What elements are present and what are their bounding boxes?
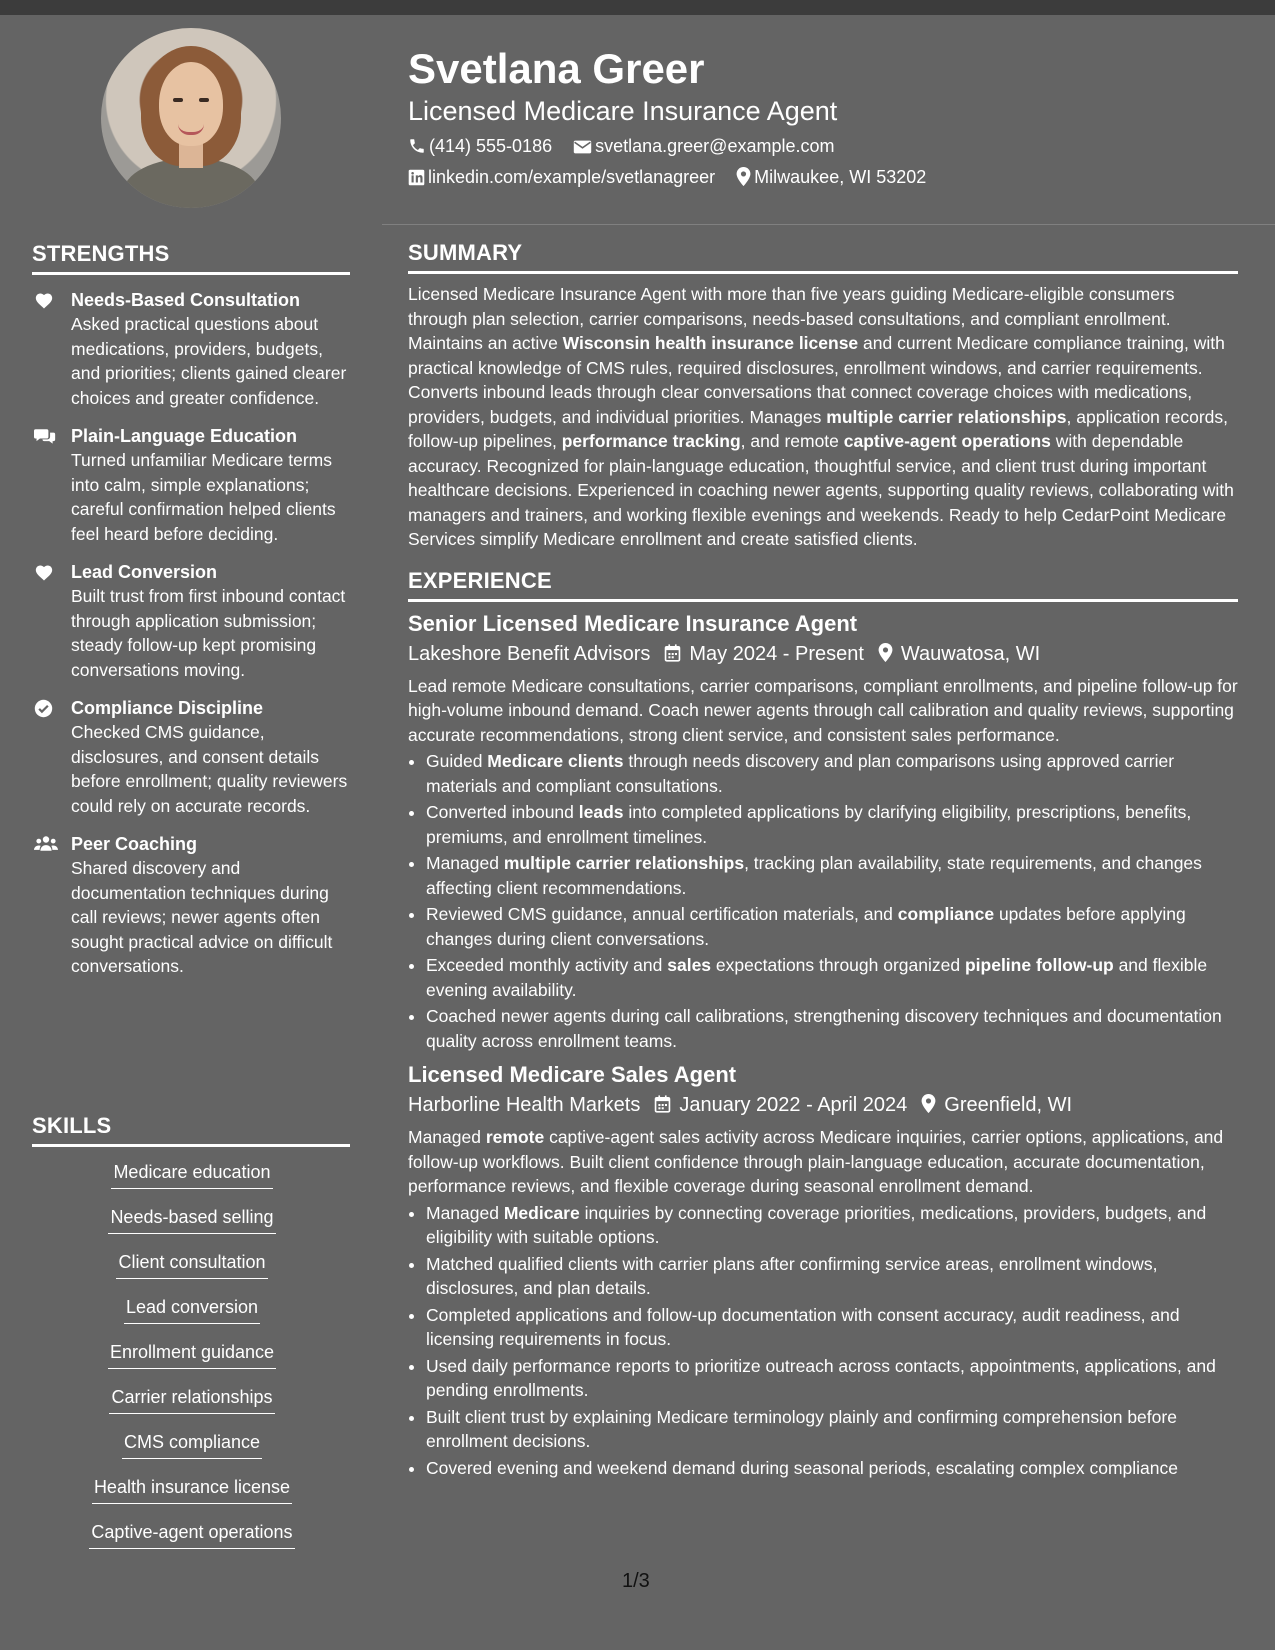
strength-item [32,696,352,818]
text-run: , and remote [740,431,844,451]
text-run: into completed applications by clarifying eligibility, prescriptions, benefits, premiums, and enrollment timelines. [426,802,1192,847]
strength-item [32,424,352,546]
strengths-heading: STRENGTHS [32,241,350,275]
top-bar [0,0,1275,15]
strength-description: Asked practical questions about medications, providers, budgets, and priorities; clients gained clearer choices and greater confidence. [71,314,347,408]
text-run: Coached newer agents during call calibrations, strengthening discovery techniques and documentation quality across enrollment teams. [426,1006,1222,1051]
skill-tag: Medicare education [111,1160,272,1189]
strength-title: Peer Coaching [71,834,198,854]
strength-item [32,288,352,410]
email-text: svetlana.greer@example.com [595,136,835,156]
linkedin-icon [408,169,425,186]
summary-heading: SUMMARY [408,240,1238,274]
text-run: Exceeded monthly activity and [426,955,668,975]
envelope-icon [573,139,592,155]
text-run: Reviewed CMS guidance, annual certification materials, and [426,904,898,924]
job-meta [408,1091,1238,1119]
bullet-item [426,1354,1238,1403]
strength-title: Plain-Language Education [71,426,298,446]
job-dates: January 2022 - April 2024 [679,1094,908,1116]
contact-row-2 [408,165,942,189]
bold-text: multiple carrier relationships [826,406,1067,427]
skill-tag: Client consultation [116,1250,267,1279]
main-column [408,240,1238,1482]
text-run: Lead remote Medicare consultations, carrier comparisons, compliant enrollments, and pipeline follow-up for high-volume inbound demand. Coach newer agents through call calibration and quality reviews, supporting accurate recommendations, strong client service, and consistent sales performance. [408,675,1238,745]
job-bullets [408,749,1238,1053]
company-name: Lakeshore Benefit Advisors [408,642,651,665]
job-location: Wauwatosa, WI [900,642,1041,665]
location-contact [736,165,926,189]
bold-text: multiple carrier relationships [503,853,745,873]
chat-bubbles-icon [34,427,52,445]
job-dates: May 2024 - Present [689,642,864,665]
location-text: Milwaukee, WI 53202 [754,167,927,187]
calendar-icon [640,1094,679,1116]
phone-text: (414) 555-0186 [429,136,553,156]
bold-text: pipeline follow-up [964,955,1114,975]
job-location: Greenfield, WI [944,1094,1073,1116]
text-run: and current Medicare compliance training, with practical knowledge of CMS rules, required disclosures, enrollment windows, and carrier requirements. Converts inbound leads through clear conversations that connect coverage choices with medications, providers, budgets, and individual priorities. Manages [408,333,1225,427]
strengths-list [32,288,352,993]
skills-list [32,1160,352,1565]
strength-item [32,560,352,682]
skill-tag: Carrier relationships [109,1385,274,1414]
bullet-item [426,1004,1238,1053]
bullet-item [426,902,1238,951]
skills-heading: SKILLS [32,1113,350,1147]
bullet-item [426,851,1238,900]
contact-row-1 [408,134,851,158]
text-run: , application records, follow-up pipelines, [408,406,1228,451]
skill-tag: Health insurance license [92,1475,292,1504]
text-run: inquiries by connecting coverage priorities, medications, providers, budgets, and eligibility with suitable options. [426,1202,1207,1247]
text-run: Guided [426,751,488,771]
bold-text: compliance [897,904,995,924]
summary-text [408,282,1238,552]
skill-tag: Captive-agent operations [89,1520,294,1549]
strength-description: Checked CMS guidance, disclosures, and consent details before enrollment; quality reviewers could rely on accurate records. [71,722,348,816]
job-role: Senior Licensed Medicare Insurance Agent [408,610,858,636]
strength-item [32,832,352,979]
experience-list [408,610,1238,1481]
bullet-item [426,1405,1238,1454]
bold-text: Wisconsin health insurance license [562,333,859,353]
strength-title: Lead Conversion [71,562,218,582]
phone-contact[interactable] [408,134,552,158]
page-number: 1/3 [622,1570,650,1592]
text-run: and flexible evening availability. [426,955,1208,1000]
skill-tag: Needs-based selling [108,1205,275,1234]
text-run: with dependable accuracy. Recognized for plain-language education, thoughtful service, and client trust during important healthcare decisions. Experienced in coaching newer agents, supporting quality reviews, collaborating with managers and trainers, and working flexible evenings and weekends. Ready to help CedarPoint Medicare Services simplify Medicare enrollment and create satisfied clients. [408,431,1234,549]
company-name: Harborline Health Markets [408,1094,641,1116]
text-run: expectations through organized [711,955,965,975]
bold-text: captive-agent operations [843,431,1051,451]
job-description [408,1125,1238,1199]
text-run: Used daily performance reports to prioritize outreach across contacts, appointments, applications, and pending enrollments. [426,1355,1216,1400]
bullet-item [426,1303,1238,1352]
job-entry [408,610,1238,1054]
calendar-icon [650,643,689,665]
profile-photo [101,28,281,208]
experience-heading: EXPERIENCE [408,568,1238,602]
text-run: Built client trust by explaining Medicare terminology plainly and confirming comprehension before enrollment decisions. [426,1406,1177,1451]
text-run: Matched qualified clients with carrier plans after confirming service areas, enrollment windows, disclosures, and plan details. [426,1253,1158,1298]
bold-text: performance tracking [561,431,741,451]
bullet-item [426,1456,1238,1481]
strength-description: Built trust from first inbound contact through application submission; steady follow-up kept promising conversations moving. [71,586,346,680]
candidate-name: Svetlana Greer [408,45,705,92]
text-run: Managed [408,1127,486,1147]
text-run: captive-agent sales activity across Medicare inquiries, carrier options, applications, and follow-up workflows. Built client confidence through plain-language education, accurate documentation, performance reviews, and flexible coverage during seasonal enrollment demand. [408,1127,1224,1196]
strength-title: Needs-Based Consultation [71,290,301,310]
map-pin-icon [736,167,751,186]
job-role: Licensed Medicare Sales Agent [408,1062,737,1087]
job-description [408,674,1238,748]
heart-icon [34,291,52,309]
map-pin-icon [907,1094,944,1116]
job-entry [408,1061,1238,1480]
map-pin-icon [864,643,901,665]
bold-text: Medicare clients [487,751,624,771]
text-run: Managed [426,853,504,873]
bullet-item [426,1252,1238,1301]
bullet-item [426,749,1238,798]
text-run: through needs discovery and plan comparisons using approved carrier materials and compliant consultations. [426,751,1175,796]
bold-text: leads [578,802,624,822]
text-run: Converted inbound [426,802,579,822]
text-run: Covered evening and weekend demand during seasonal periods, escalating complex compliance [426,1457,1178,1478]
email-contact[interactable] [573,134,834,158]
strength-description: Shared discovery and documentation techniques during call reviews; newer agents often sought practical advice on difficult conversations. [71,858,333,976]
skill-tag: CMS compliance [122,1430,262,1459]
users-icon [34,835,52,853]
phone-icon [408,137,426,155]
header-divider [382,224,1275,225]
bold-text: Medicare [503,1202,580,1223]
bullet-item [426,800,1238,849]
candidate-title: Licensed Medicare Insurance Agent [408,96,838,126]
bold-text: remote [485,1127,545,1147]
text-run: updates before applying changes during client conversations. [426,904,1186,949]
text-run: Licensed Medicare Insurance Agent with more than five years guiding Medicare-eligible consumers through plan selection, carrier comparisons, needs-based consultations, and compliant enrollment. Maintains an active [408,284,1175,353]
bullet-item [426,953,1238,1002]
strength-title: Compliance Discipline [71,698,264,718]
check-circle-icon [34,699,52,717]
linkedin-contact[interactable] [408,165,715,189]
strength-description: Turned unfamiliar Medicare terms into calm, simple explanations; careful confirmation helped clients feel heard before deciding. [71,450,336,544]
text-run: , tracking plan availability, state requirements, and changes affecting client recommendations. [426,853,1202,898]
bullet-item [426,1201,1238,1250]
job-meta [408,640,1238,668]
bold-text: sales [667,955,712,975]
job-bullets [408,1201,1238,1481]
linkedin-text: linkedin.com/example/svetlanagreer [428,167,716,187]
heart-icon [34,563,52,581]
skill-tag: Enrollment guidance [108,1340,276,1369]
text-run: Managed [426,1202,504,1223]
text-run: Completed applications and follow-up documentation with consent accuracy, audit readiness, and licensing requirements in focus. [426,1304,1180,1349]
skill-tag: Lead conversion [124,1295,260,1324]
